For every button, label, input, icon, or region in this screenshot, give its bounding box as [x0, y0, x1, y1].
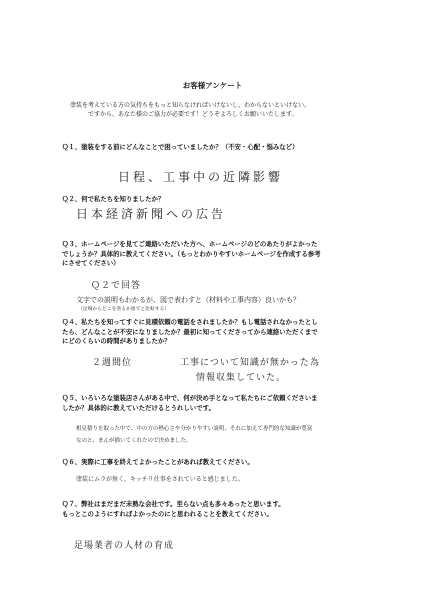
question-6 — [62, 458, 367, 468]
question-line: Ｑ３、ホームページを見てご連絡いただいた方へ、ホームページのどのあたりがよかった — [62, 240, 318, 248]
answer-3-line: 文字での説明もわかるが、図で表わすと（材料や工事内容）良いかも？ — [76, 296, 300, 304]
answer-5-line: 相見積りを取った中で、中の方の熱心さや分かりやすい説明、それに加えて専門的な知識が豊富 — [76, 426, 313, 432]
question-line: Ｑ７、弊社はまだまだ未熟な会社です。至らない点も多々あったと思います。 — [62, 500, 285, 508]
answer-2: 日本経済新聞への広告 — [76, 207, 227, 221]
question-2 — [62, 195, 367, 205]
question-line: したか？具体的に教えていただけるとうれしいです。 — [62, 403, 215, 412]
answer-3-line: Ｑ２で回答 — [91, 281, 142, 291]
answer-3-line: （足場からどこを塗るか図でと比較する） — [78, 307, 170, 312]
answer-4-line: 情報収集していた。 — [196, 373, 287, 383]
answer-4-line: 工事について知識が無かった為 — [180, 358, 320, 368]
question-line: Ｑ５、いろいろな塗装店さんがある中で、何が決め手となって私たちにご依頼くださいま — [62, 394, 318, 402]
question-5 — [62, 394, 367, 413]
question-line: Ｑ１、塗装をする前にどんなことで困っていましたか？（不安・心配・悩みなど） — [62, 143, 299, 151]
question-line: Ｑ６、実際に工事を終えてよかったことがあれば教えてください。 — [62, 458, 254, 466]
page-title: お客様アンケート — [182, 81, 243, 90]
question-line: Ｑ４、私たちを知ってすぐに見積依頼の電話をされましたか？もし電話されなかったとし — [62, 318, 318, 326]
intro-line: 塗装を考えている方の気持ちをもっと知らなければいけないし、わからないといけない。 — [70, 102, 311, 109]
question-line: でしょうか？具体的に教えてください。（もっとわかりやすいホームページを作成する参考 — [62, 249, 321, 258]
question-line: にさせてください） — [62, 259, 120, 267]
answer-4-line: ２週間位 — [92, 358, 133, 368]
question-3 — [62, 240, 367, 269]
question-line: たら、どんなことが不安になりましたか？最初に知ってくださってから連絡いただくまで — [62, 327, 318, 336]
question-line: にどのくらいの時間がありましたか？ — [62, 337, 171, 345]
answer-6: 塗装にムラが無く、キッチリ仕事をされていると感じました。 — [76, 476, 244, 483]
question-line: もっとこのようにすればよかったのにと思われることを教えてください。 — [62, 509, 273, 518]
intro-line: ですから、あなた様のご協力が必要です！どうぞよろしくお願いいたします。 — [88, 111, 298, 118]
answer-7: 足場業者の人材の育成 — [74, 541, 175, 551]
answer-5-line: なのと、まんが描いてくれたので決めました。 — [76, 438, 192, 444]
question-line: Ｑ２、何で私たちを知りましたか？ — [62, 195, 165, 203]
question-4 — [62, 318, 367, 347]
question-7 — [62, 500, 367, 519]
answer-1: 日程、工事中の近隣影響 — [118, 170, 284, 184]
question-1 — [62, 143, 367, 153]
